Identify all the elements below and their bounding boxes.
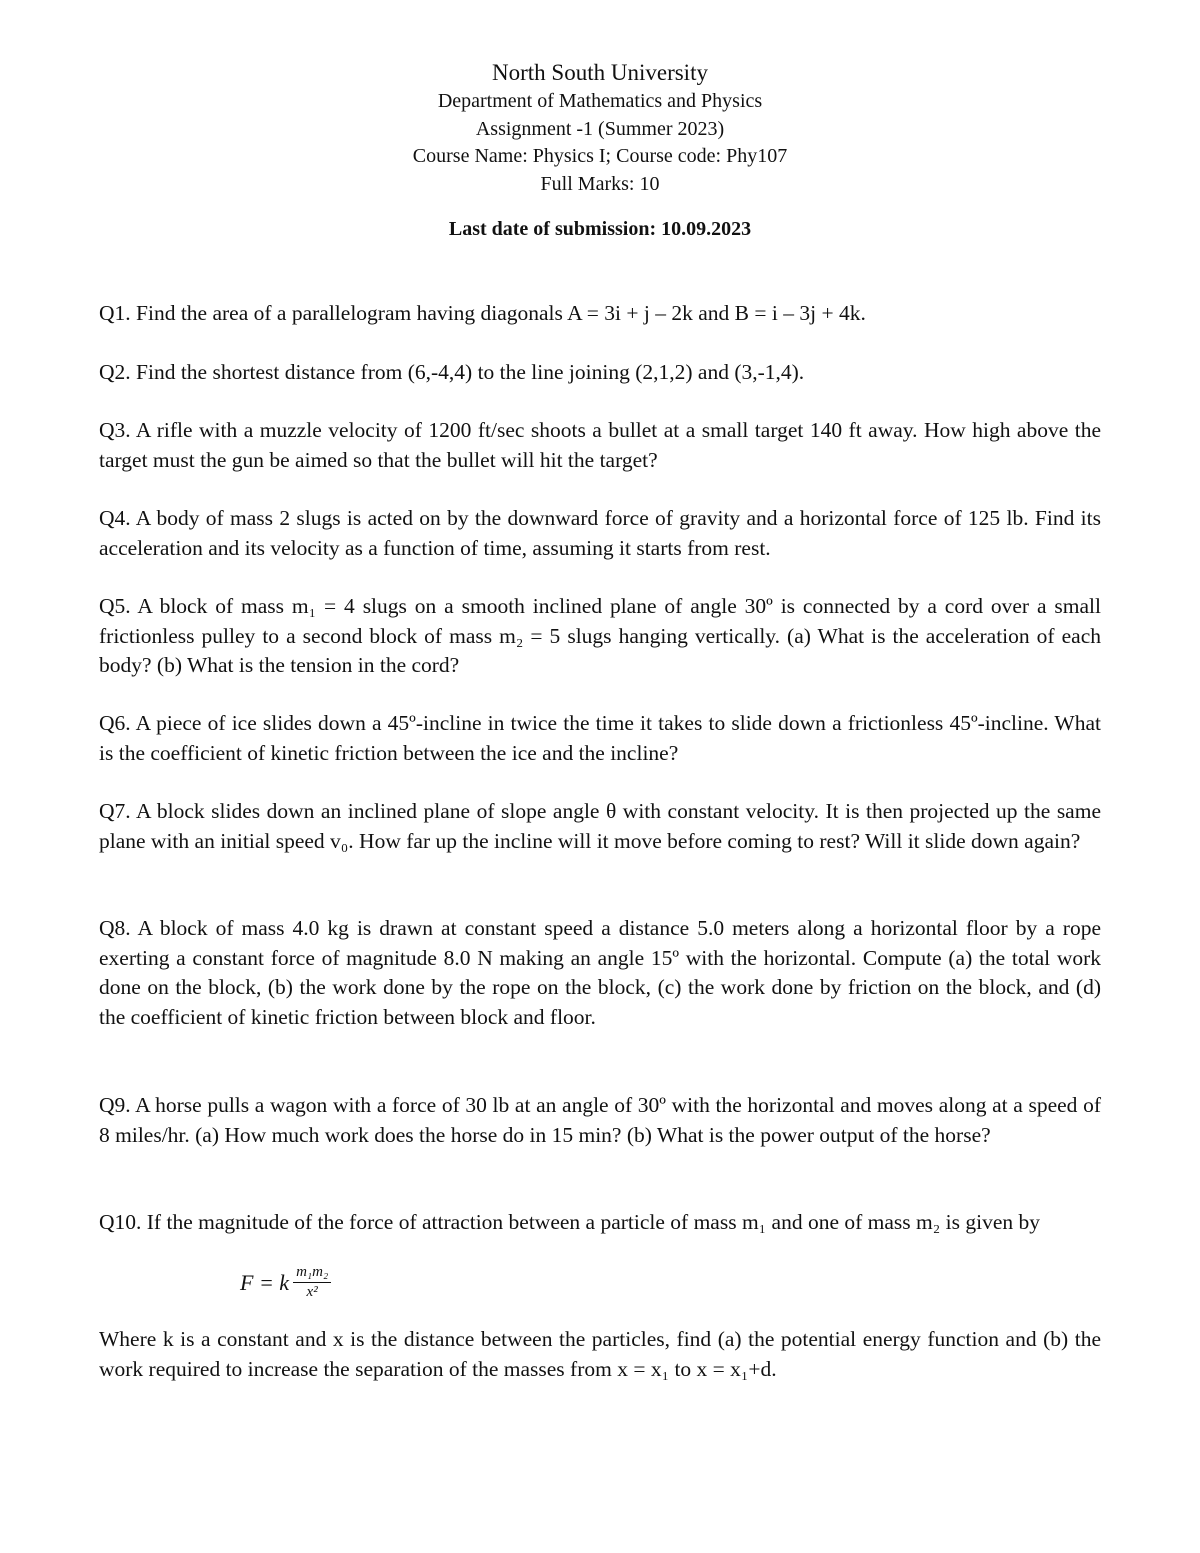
formula-numerator: m₁m₂ [293, 1264, 331, 1283]
question-10-intro: Q10. If the magnitude of the force of attraction between a particle of mass m₁ and one of mass m₂ is given by [99, 1210, 1040, 1234]
submission-deadline: Last date of submission: 10.09.2023 [448, 218, 752, 240]
question-7: Q7. A block slides down an inclined plane of slope angle θ with constant velocity. It is then projected up the same plane with an initial speed v₀. How far up the incline will it move before coming to rest? Will it slide down again? [99, 799, 1101, 853]
formula-fraction [293, 1264, 331, 1301]
assignment-title: Assignment -1 (Summer 2023) [475, 117, 725, 140]
full-marks: Full Marks: 10 [540, 172, 660, 195]
question-4: Q4. A body of mass 2 slugs is acted on by the downward force of gravity and a horizontal force of 125 lb. Find its acceleration and its velocity as a function of time, assuming it starts from rest. [99, 506, 1101, 560]
university-name: North South University [492, 60, 708, 85]
department-name: Department of Mathematics and Physics [437, 90, 763, 112]
question-3: Q3. A rifle with a muzzle velocity of 1200 ft/sec shoots a bullet at a small target 140 ft away. How high above the target must the gun be aimed so that the bullet will hit the target? [99, 418, 1101, 472]
question-9: Q9. A horse pulls a wagon with a force of 30 lb at an angle of 30º with the horizontal and moves along at a speed of 8 miles/hr. (a) How much work does the horse do in 15 min? (b) What is the power output of the horse? [99, 1093, 1101, 1147]
question-10-body: Where k is a constant and x is the distance between the particles, find (a) the potential energy function and (b) the work required to increase the separation of the masses from x = x₁ to x = x₁+d. [99, 1327, 1101, 1381]
document-header [0, 58, 1200, 243]
question-6: Q6. A piece of ice slides down a 45º-incline in twice the time it takes to slide down a frictionless 45º-incline. What is the coefficient of kinetic friction between the ice and the incline? [99, 711, 1101, 765]
force-formula [240, 1264, 331, 1301]
formula-lhs: F = k [240, 1269, 290, 1295]
course-info: Course Name: Physics I; Course code: Phy107 [412, 145, 788, 167]
question-2: Q2. Find the shortest distance from (6,-4,4) to the line joining (2,1,2) and (3,-1,4). [99, 360, 805, 384]
question-1: Q1. Find the area of a parallelogram having diagonals A = 3i + j – 2k and B = i – 3j + 4k. [99, 301, 866, 325]
formula-denominator: x² [306, 1284, 318, 1300]
question-8: Q8. A block of mass 4.0 kg is drawn at constant speed a distance 5.0 meters along a horizontal floor by a rope exerting a constant force of magnitude 8.0 N making an angle 15º with the horizontal. Compute (a) the total work done on the block, (b) the work done by the rope on the block, (c) the work done by friction on the block, and (d) the coefficient of kinetic friction between block and floor. [99, 916, 1101, 1029]
question-5: Q5. A block of mass m₁ = 4 slugs on a smooth inclined plane of angle 30º is connected by a cord over a small frictionless pulley to a second block of mass m₂ = 5 slugs hanging vertically. (a) What is the acceleration of each body? (b) What is the tension in the cord? [99, 594, 1101, 677]
